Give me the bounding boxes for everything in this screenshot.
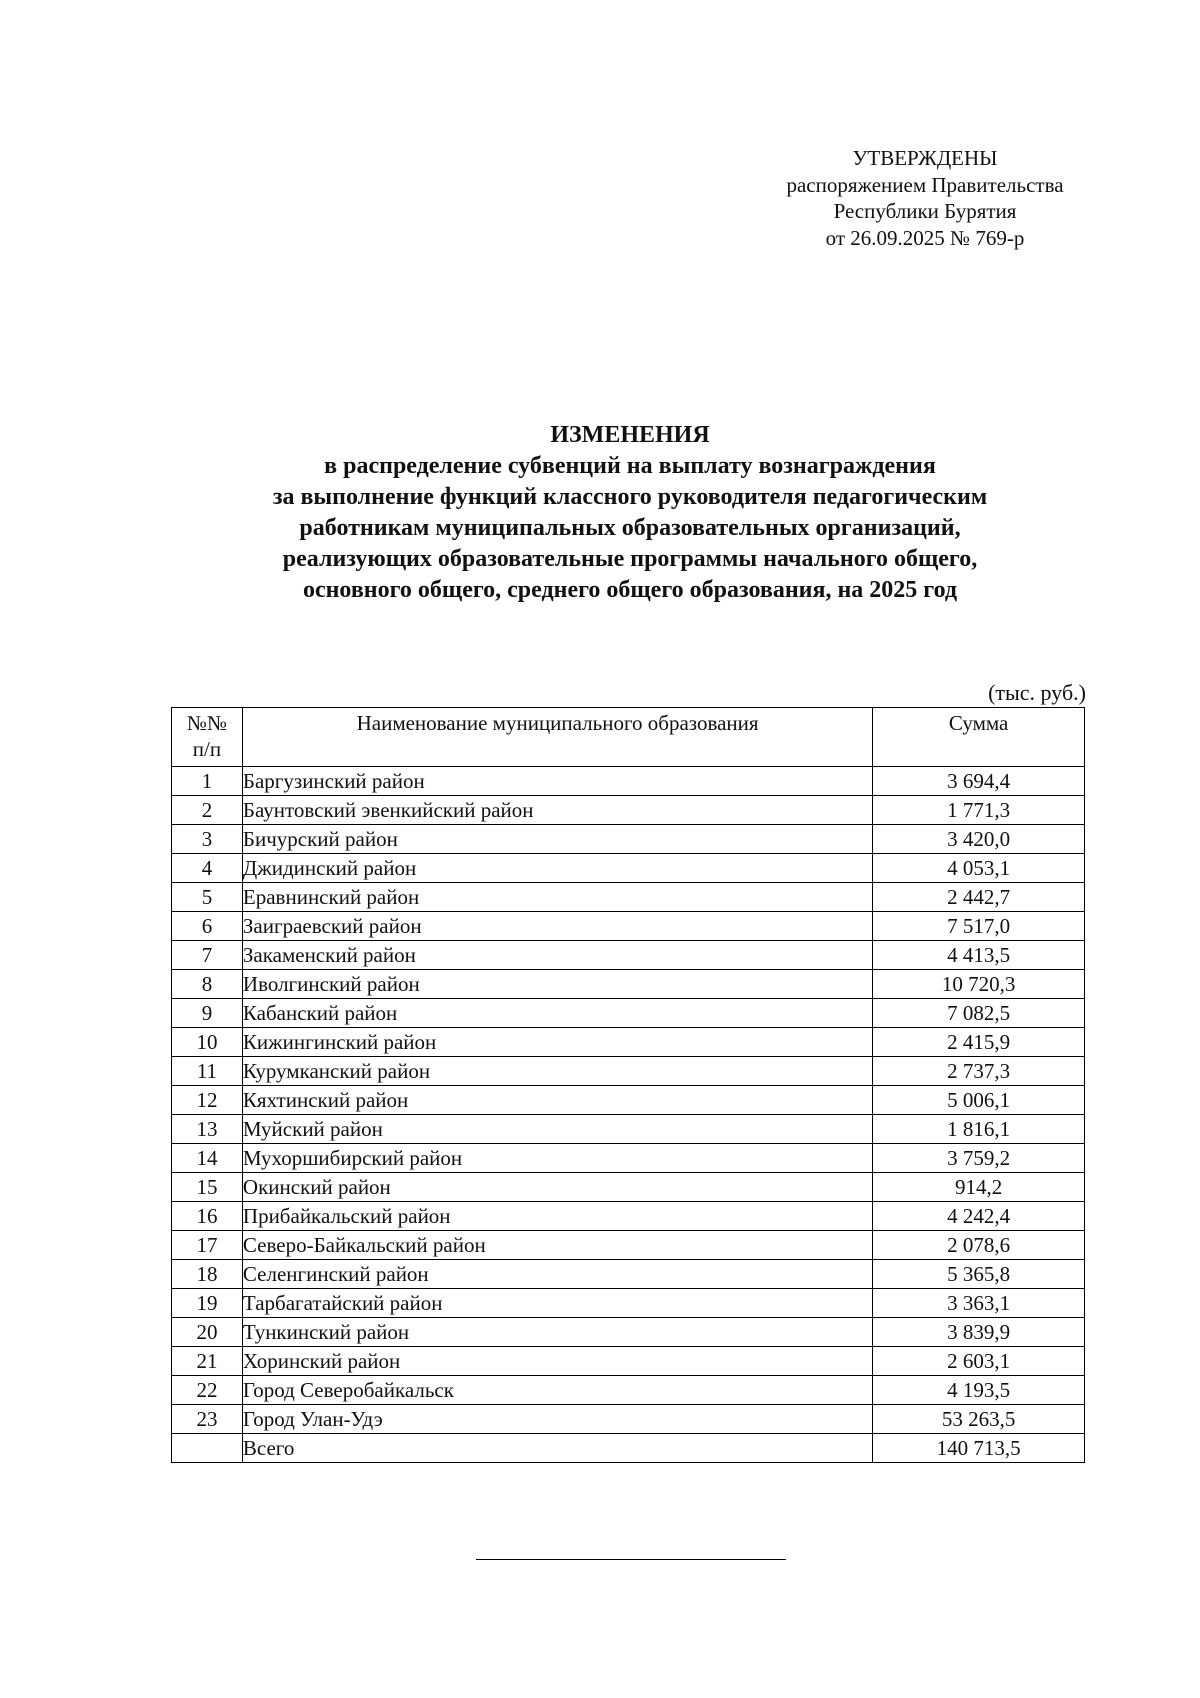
row-name: Тункинский район [242,1318,872,1347]
title-heading: ИЗМЕНЕНИЯ [550,422,710,448]
row-amount: 5 365,8 [873,1260,1085,1289]
row-name: Джидинский район [242,854,872,883]
row-number: 17 [172,1231,243,1260]
row-number: 14 [172,1144,243,1173]
bottom-divider [476,1559,786,1560]
row-number: 15 [172,1173,243,1202]
table-row [172,1231,1085,1260]
row-name: Город Северобайкальск [242,1376,872,1405]
row-number: 18 [172,1260,243,1289]
row-amount: 2 737,3 [873,1057,1085,1086]
row-name: Кижингинский район [242,1028,872,1057]
row-name: Курумканский район [242,1057,872,1086]
row-amount: 3 420,0 [873,825,1085,854]
table-row [172,1260,1085,1289]
header-name: Наименование муниципального образования [242,708,872,767]
row-name: Муйский район [242,1115,872,1144]
document-title [150,420,1110,606]
row-amount: 1 816,1 [873,1115,1085,1144]
title-line-1: в распределение субвенций на выплату вознаграждения [324,453,936,479]
row-amount: 7 517,0 [873,912,1085,941]
row-number [172,1434,243,1463]
table-row [172,796,1085,825]
approval-line-republic: Республики Бурятия [833,199,1017,223]
row-amount: 7 082,5 [873,999,1085,1028]
header-amount: Сумма [873,708,1085,767]
table-row [172,825,1085,854]
row-number: 1 [172,767,243,796]
row-number: 6 [172,912,243,941]
row-name: Мухоршибирский район [242,1144,872,1173]
row-number: 13 [172,1115,243,1144]
row-amount: 2 442,7 [873,883,1085,912]
row-name: Бичурский район [242,825,872,854]
table-row [172,1318,1085,1347]
row-amount: 3 839,9 [873,1318,1085,1347]
row-number: 7 [172,941,243,970]
header-number-line-1: №№ [186,711,227,735]
title-line-4: реализующих образовательные программы начального общего, [282,546,978,572]
row-number: 4 [172,854,243,883]
row-name: Кяхтинский район [242,1086,872,1115]
row-number: 23 [172,1405,243,1434]
table-row [172,1086,1085,1115]
row-name: Окинский район [242,1173,872,1202]
row-name: Прибайкальский район [242,1202,872,1231]
row-amount: 914,2 [873,1173,1085,1202]
row-name: Хоринский район [242,1347,872,1376]
row-number: 11 [172,1057,243,1086]
row-number: 16 [172,1202,243,1231]
table-row [172,1347,1085,1376]
row-number: 9 [172,999,243,1028]
table-row [172,1144,1085,1173]
header-number-line-2: п/п [192,737,222,761]
row-number: 3 [172,825,243,854]
table-row [172,767,1085,796]
approval-heading: УТВЕРЖДЕНЫ [852,146,998,170]
row-name: Заиграевский район [242,912,872,941]
table-row [172,1202,1085,1231]
row-name: Иволгинский район [242,970,872,999]
table-total-row [172,1434,1085,1463]
table-row [172,1028,1085,1057]
row-amount: 4 193,5 [873,1376,1085,1405]
header-number [172,708,243,767]
row-amount: 4 413,5 [873,941,1085,970]
table-row [172,1289,1085,1318]
title-line-3: работникам муниципальных образовательных организаций, [299,515,961,541]
row-amount: 3 694,4 [873,767,1085,796]
row-amount: 5 006,1 [873,1086,1085,1115]
row-number: 5 [172,883,243,912]
approval-block [755,145,1095,251]
row-amount: 2 603,1 [873,1347,1085,1376]
row-amount: 4 242,4 [873,1202,1085,1231]
row-number: 20 [172,1318,243,1347]
row-name: Еравнинский район [242,883,872,912]
table-row [172,912,1085,941]
row-name: Закаменский район [242,941,872,970]
row-name: Тарбагатайский район [242,1289,872,1318]
title-line-5: основного общего, среднего общего образования, на 2025 год [302,577,958,603]
row-number: 19 [172,1289,243,1318]
table-row [172,999,1085,1028]
row-name: Селенгинский район [242,1260,872,1289]
table-row [172,883,1085,912]
distribution-table [171,707,1085,1463]
table-row [172,1376,1085,1405]
table-row [172,1115,1085,1144]
row-number: 10 [172,1028,243,1057]
row-name: Кабанский район [242,999,872,1028]
row-number: 12 [172,1086,243,1115]
row-number: 8 [172,970,243,999]
title-line-2: за выполнение функций классного руководителя педагогическим [272,484,988,510]
approval-line-date: от 26.09.2025 № 769-р [825,225,1025,250]
row-amount: 140 713,5 [873,1434,1085,1463]
table-row [172,1057,1085,1086]
table-row [172,854,1085,883]
row-amount: 53 263,5 [873,1405,1085,1434]
row-name: Баунтовский эвенкийский район [242,796,872,825]
row-number: 22 [172,1376,243,1405]
units-label: (тыс. руб.) [988,680,1086,705]
table-row [172,1173,1085,1202]
row-amount: 10 720,3 [873,970,1085,999]
row-number: 2 [172,796,243,825]
row-amount: 3 363,1 [873,1289,1085,1318]
row-amount: 4 053,1 [873,854,1085,883]
row-name: Город Улан-Удэ [242,1405,872,1434]
row-amount: 3 759,2 [873,1144,1085,1173]
row-amount: 2 415,9 [873,1028,1085,1057]
row-number: 21 [172,1347,243,1376]
row-name: Всего [242,1434,872,1463]
row-amount: 2 078,6 [873,1231,1085,1260]
table-row [172,1405,1085,1434]
row-name: Баргузинский район [242,767,872,796]
row-name: Северо-Байкальский район [242,1231,872,1260]
row-amount: 1 771,3 [873,796,1085,825]
table-row [172,941,1085,970]
approval-line-decree: распоряжением Правительства [786,172,1064,197]
table-row [172,970,1085,999]
table-header-row [172,708,1085,767]
